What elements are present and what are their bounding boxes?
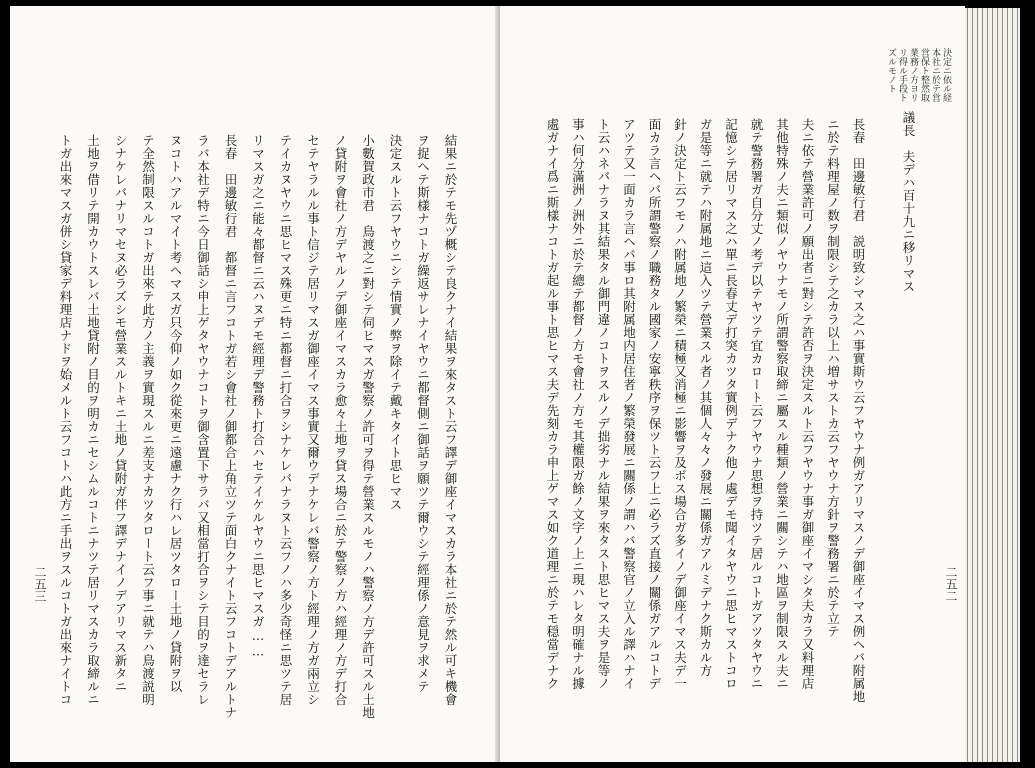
text-line: テイカヌヤウニ思ヒマス殊更ニ特ニ都督ニ打合ヲシナケレバナラヌト云フノハ多少奇怪ニ思ツテ居 xyxy=(278,134,293,706)
top-shadow xyxy=(965,0,1020,8)
text-line: 夫ニ依テ營業許可ノ願出者ニ對シテ許否ヲ決定スルト云フヤウナ事ガ御座イマシタ夫カラ又料理店 xyxy=(800,118,815,690)
text-line: リマスガ之ニ能々都督ニ云ハヌデモ經理デ警務ト打合ハセテイケルヤウニ思ヒマスガ…… xyxy=(250,134,266,659)
marginal-note-line: 決定ニ依ル経 xyxy=(941,48,951,102)
text-line: 其他特殊ノ夫ニ類似ノヤウナモノ所謂警察取締ニ屬スル種類ノ營業ニ關シテハ地區ヲ制限スル夫ニ xyxy=(774,118,790,690)
text-line: ラバ本社デ特ニ今日御話シ申上ゲタヤウナコトヲ御含置下サラバ又相當打合ヲシテ目的ヲ達セラレ xyxy=(195,134,211,706)
text-line: 土地ヲ借リテ開カウトスレバ土地貸附ノ目的ヲ明カニセシムルコトニナツテ居リマスカラ取締ルニ xyxy=(85,134,101,706)
marginal-note-line: ズルモノト xyxy=(886,48,896,93)
text-line: 面カラ言ヘバ所謂警察ノ職務タル國家ノ安寧秩序ヲ保ツト云フ上ニ必ラズ直接ノ關係ガアルコトデ xyxy=(647,118,662,690)
page-number-right: 二五二 xyxy=(944,566,958,602)
text-line: 記憶シテ居リマス之ハ單ニ長春丈デ打突カツタ實例デナク他ノ處デモ聞イタヤウニ思ヒマストコロ xyxy=(723,118,739,690)
page-number-left: 二五三 xyxy=(33,566,47,602)
text-line: 議長 夫デハ百十九ニ移リマス xyxy=(901,111,916,293)
marginal-note-line: 本社ニ於テ営 xyxy=(930,48,940,102)
text-line: 處ガナイ爲ニ斯樣ナコトガ起ル事ト思ヒマス夫デ先刻カラ申上ゲマス如ク道理ニ於テモ穏當デナク xyxy=(545,118,560,690)
text-line: ノ貸附ヲ會社ノ方デヤルノデ御座イマスカラ愈々土地ヲ貸ス場合ニ於テ警察ノ方ハ經理ノ方デ打合 xyxy=(333,134,348,706)
marginal-note-line: 営保ト整然取 xyxy=(919,48,929,102)
text-line: 針ノ決定ト云フモノハ附属地ノ繁榮ニ積極又消極ニ影響ヲ及ボス場合ガ多イノデ御座イマス夫デ一 xyxy=(672,118,688,690)
text-line: ト云ハネバナラヌ其結果タル御門違ノコトヲスルノデ拙劣ナル結果ヲ來タスト思ヒマス夫ヲ是等ノ xyxy=(596,118,611,690)
right-page xyxy=(500,6,965,762)
text-line: シナケレバナリマセヌ必ラズシモ營業スルトキニ土地ノ貸附ガ伴フ譯デナイノデアリマス新タニ xyxy=(113,134,128,693)
text-line: テ全然制限スルコトガ出來テ此方ノ主義ヲ實現スルニ差支ナカツタロート云フ事ニ就テハ鳥渡説明 xyxy=(140,134,156,706)
text-line: ニ於テ料理屋ノ数ヲ制限シテ之カラ以上ハ増サストカ云フヤウナ方針ヲ警務署ニ於テ立テ xyxy=(825,118,841,638)
text-line: 決定スルト云フヤウニシテ情實ノ弊ヲ除イテ戴キタイト思ヒマス xyxy=(388,134,403,511)
text-line: セテヤラルル事ト信ジテ居リマスガ御座イマス事實又爾ウデナケレバ警察ノ方ト經理ノ方ガ兩立シ xyxy=(305,134,321,706)
book-page-edges xyxy=(965,6,1020,762)
marginal-note-line: リ得ル手段ト xyxy=(897,48,907,102)
text-line: トガ出來マスガ併シ貸家デ料理店ナドヲ始メルト云フコトハ此方ニ手出ヲスルコトガ出來ナイトコ xyxy=(58,134,73,706)
text-line: アツテ又一面カラ言ヘバ事ロ其附属地内居住者ノ繁榮發展ニ關係ノ謂ハバ警察官ノ立入ル譯ハナイ xyxy=(621,118,637,690)
text-line: 結果ニ於テモ先ヅ概シテ良クナイ結果ヲ來タスト云フ譯デ御座イマスカラ本社ニ於テ然ル可キ機會 xyxy=(443,134,458,706)
text-line: 事ハ何分滿洲ノ洲外ニ於テ總テ都督ノ方モ會社ノ方モ其權限ガ餘ノ文字ノ上ニ現ハレタ明確ナル據 xyxy=(570,118,586,690)
text-line: ヲ捉ヘテ斯樣ナコトガ繰返サレナイヤウニ都督側ニ御話ヲ願ツテ爾ウシテ經理係ノ意見ヲ求メテ xyxy=(415,134,431,693)
text-line: 長春 田邊敏行君 説明致シマス之ハ事實斯ウ云フヤウナ例ガアリマスノデ御座イマス例ヘバ附属地 xyxy=(851,118,866,703)
text-line: ガ是等ニ就テハ附属地ニ這入ツテ營業スル者ノ其個人々々ノ發展ニ關係ガアルミデナク斯カル方 xyxy=(698,118,713,677)
text-line: 就テ警務署ガ自分丈ノ考デ以テヤツテ宜カロート云フヤウナ思想ヲ持ツテ居ルコトガアツタヤウニ xyxy=(749,118,764,690)
text-line: 小數賀政市君 鳥渡之ニ對シテ伺ヒマスガ警察ノ許可ヲ得テ營業スルモノハ警察ノ方デ許可スル土地 xyxy=(360,134,376,719)
left-page xyxy=(10,6,500,762)
text-line: 長春 田邊敏行君 都督ニ言フコトガ若シ會社ノ御都合上角立ツテ面白クナイト云フコトデアルトナ xyxy=(223,134,238,719)
marginal-note-line: 業務ノ方ヨリ xyxy=(908,48,918,102)
text-line: ヌコトハアルマイト考ヘマスガ只今仰ノ如ク從來更ニ遠慮ナク行ハレ居ツタロー土地ノ貸附ヲ以 xyxy=(168,134,183,693)
